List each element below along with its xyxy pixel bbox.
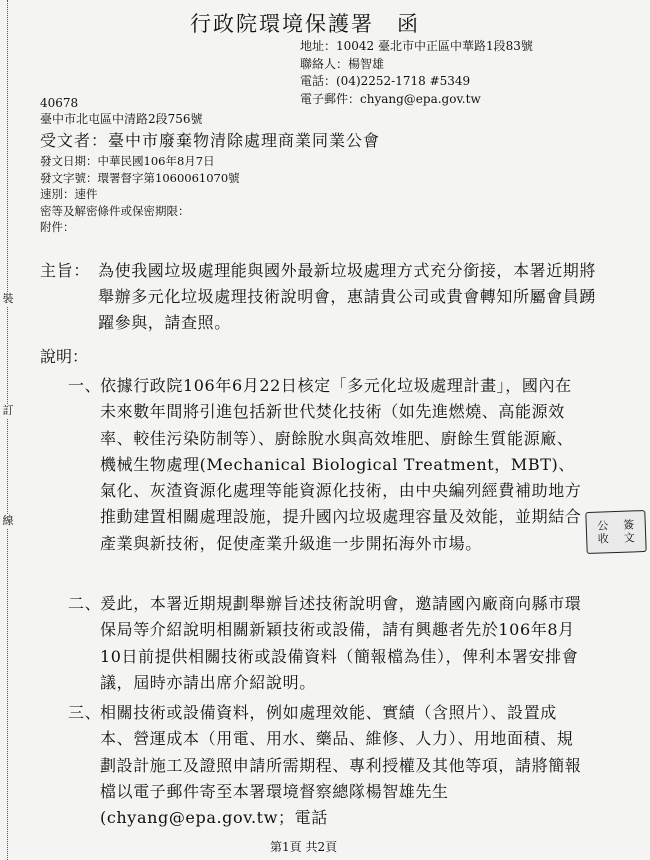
explanation-item [68, 700, 582, 831]
contact-block [300, 38, 533, 108]
attachment: 附件： [40, 220, 75, 234]
binding-mark-xian: 線 [0, 514, 16, 528]
stamp-char: 收 [597, 532, 609, 546]
receipt-stamp [585, 510, 646, 554]
contact-address: 地址：10042 臺北市中正區中華路1段83號 [300, 39, 533, 53]
item-number: 一、 [68, 376, 102, 395]
explanation-item [68, 591, 582, 696]
delivery-speed: 速別：速件 [40, 187, 98, 201]
issue-date: 發文日期：中華民國106年8月7日 [40, 154, 215, 168]
item-text: 相關技術或設備資料，例如處理效能、實績（含照片）、設置成本、營運成本（用電、用水、藥品、維修、人力）、用地面積、規劃設計施工及證照申請所需期程、專利授權及其他等項，請將簡報檔以電子郵件寄至本署環境督察總隊楊智雄先生(chyang@epa.gov.tw；電話 [100, 703, 582, 828]
document-meta [40, 153, 240, 236]
stamp-char: 簽 [623, 518, 635, 532]
binding-line [7, 0, 8, 860]
subject-section [40, 258, 610, 336]
page-number: 第1頁 共2頁 [270, 840, 338, 854]
subject-text: 為使我國垃圾處理能與國外最新垃圾處理方式充分銜接，本署近期將舉辦多元化垃圾處理技術說明會，惠請貴公司或貴會轉知所屬會員踴躍參與，請查照。 [98, 261, 597, 332]
recipient-postal-code: 40678 [40, 96, 79, 110]
document-number: 發文字號：環署督字第1060061070號 [40, 170, 240, 185]
explanation-label: 說明： [40, 347, 89, 366]
stamp-char: 公 [597, 519, 609, 533]
contact-email: 電子郵件：chyang@epa.gov.tw [300, 91, 481, 106]
binding-mark-zhuang: 裝 [0, 292, 16, 306]
subject-label: 主旨： [40, 261, 90, 280]
item-number: 二、 [68, 594, 102, 613]
item-number: 三、 [68, 703, 102, 722]
binding-mark-ding: 訂 [0, 404, 16, 418]
explanation-item [68, 373, 582, 557]
security-level: 密等及解密條件或保密期限： [40, 203, 190, 218]
recipient: 受文者：臺中市廢棄物清除處理商業同業公會 [40, 131, 381, 150]
agency-title: 行政院環境保護署 函 [190, 12, 420, 36]
item-text: 爰此，本署近期規劃舉辦旨述技術說明會，邀請國內廠商向縣市環保局等介紹說明相關新穎技術或設備，請有興趣者先於106年8月10日前提供相關技術或設備資料（簡報檔為佳），俾利本署安排會議，屆時亦請出席介紹說明。 [100, 594, 582, 692]
recipient-address: 臺中市北屯區中清路2段756號 [40, 112, 203, 126]
stamp-char: 文 [623, 531, 635, 545]
item-text: 依據行政院106年6月22日核定「多元化垃圾處理計畫」，國內在未來數年間將引進包括新世代焚化技術（如先進燃燒、高能源效率、較佳污染防制等）、廚餘脫水與高效堆肥、廚餘生質能源廠、機械生物處理(Mechanical Biological Treatment，MBT)、氣化、灰渣資源化處理等能資源化技術，由中央編列經費補助地方推動建置相關處理設施，提升國內垃圾處理容量及效能，並期結合產業與新技術，促使產業升級進一步開拓海外市場。 [100, 376, 582, 553]
contact-phone: 電話：(04)2252-1718 #5349 [300, 74, 471, 88]
contact-person: 聯絡人：楊智雄 [300, 56, 385, 71]
